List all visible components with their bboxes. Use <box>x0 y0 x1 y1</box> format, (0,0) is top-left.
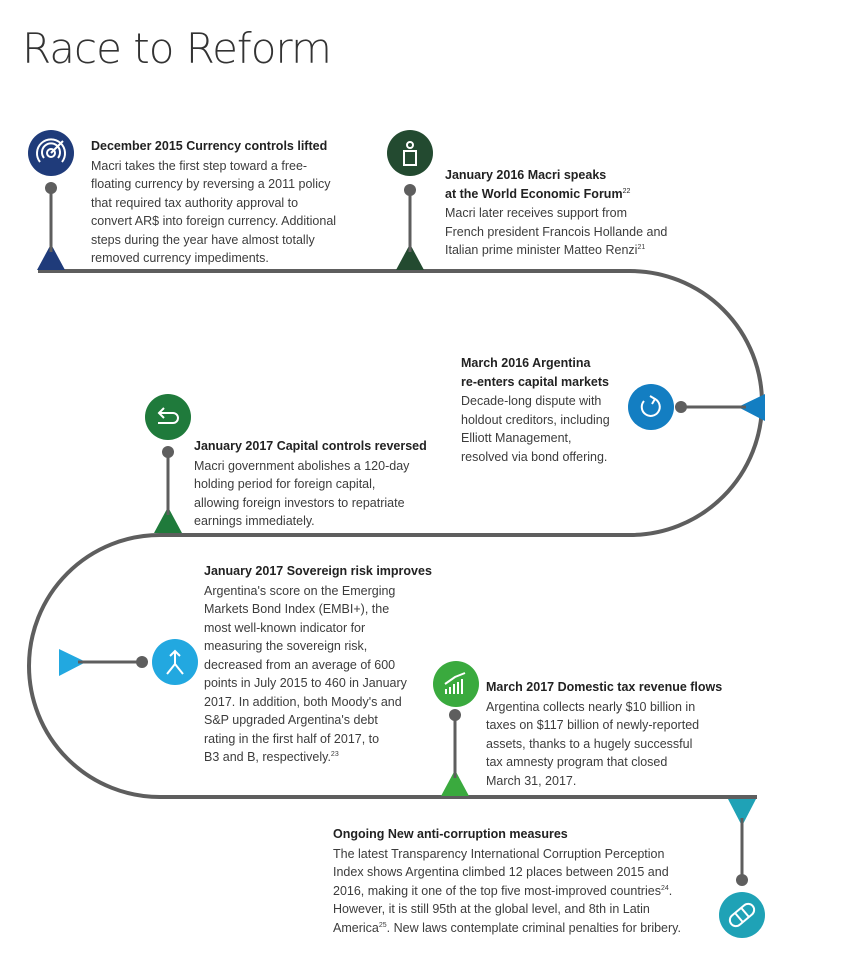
event-body: Macri government abolishes a 120-day holding period for foreign capital, allowing foreign investors to repatriate earnings immediately. <box>194 458 410 528</box>
event-january-2016 <box>445 166 725 260</box>
event-body: Decade-long dispute with holdout creditors, including Elliott Management, resolved via bond offering. <box>461 394 610 464</box>
event-body: Argentina collects nearly $10 billion in taxes on $117 billion of newly-reported assets, thanks to a hugely successful tax amnesty program that closed March 31, 2017. <box>486 699 700 788</box>
event-march-2016 <box>461 354 641 466</box>
event-heading: January 2017 Sovereign risk improves <box>204 564 432 578</box>
event-ongoing <box>333 825 713 937</box>
event-5-marker <box>59 639 198 685</box>
event-heading: March 2017 Domestic tax revenue flows <box>486 680 723 694</box>
event-body: Macri takes the first step toward a free- floating currency by reversing a 2011 policy that required tax authority approval to convert AR$ into foreign currency. Additional steps during the year have almost totally removed currency impediments. <box>91 158 337 265</box>
event-heading: December 2015 Currency controls lifted <box>91 139 328 153</box>
event-body: The latest Transparency International Corruption Perception Index shows Argentina climbed 12 places between 2015 and 2016, making it one of the top five most-improved countries$^{24}$. However, it is still 95th at the global level, and 8th in Latin America$^{25}$. New laws contemplate criminal penalties for bribery. <box>333 846 681 935</box>
event-heading: January 2017 Capital controls reversed <box>194 439 427 453</box>
event-body: Macri later receives support from French president Francois Hollande and Italian prime minister Matteo Renzi$^{21}$ <box>445 206 668 257</box>
event-body: Argentina's score on the Emerging Markets Bond Index (EMBI+), the most well-known indicator for measuring the sovereign risk, decreased from an average of 600 points in July 2015 to 460 in January 2017. In addition, both Moody's and S&P upgraded Argentina's debt rating in the first half of 2017, to B3 and B, respectively.$^{23}$ <box>204 583 407 764</box>
event-3-marker <box>628 384 765 430</box>
event-4-icon-circle <box>145 394 191 440</box>
event-heading: January 2016 Macri speaks at the World Economic Forum$^{22}$ <box>445 168 631 201</box>
event-2-icon-circle <box>387 130 433 176</box>
event-4-marker <box>145 394 191 533</box>
page-title: Race to Reform <box>22 24 331 73</box>
event-1-marker <box>28 130 74 270</box>
event-heading: Ongoing New anti-corruption measures <box>333 827 568 841</box>
event-7-icon-circle <box>719 892 765 938</box>
event-heading: March 2016 Argentina re-enters capital markets <box>461 356 609 389</box>
event-7-marker <box>719 799 765 938</box>
event-january-2017-capital <box>194 437 454 531</box>
event-january-2017-sovereign <box>204 562 444 767</box>
event-2-marker <box>387 130 433 270</box>
event-march-2017 <box>486 678 746 790</box>
event-december-2015 <box>91 137 391 268</box>
